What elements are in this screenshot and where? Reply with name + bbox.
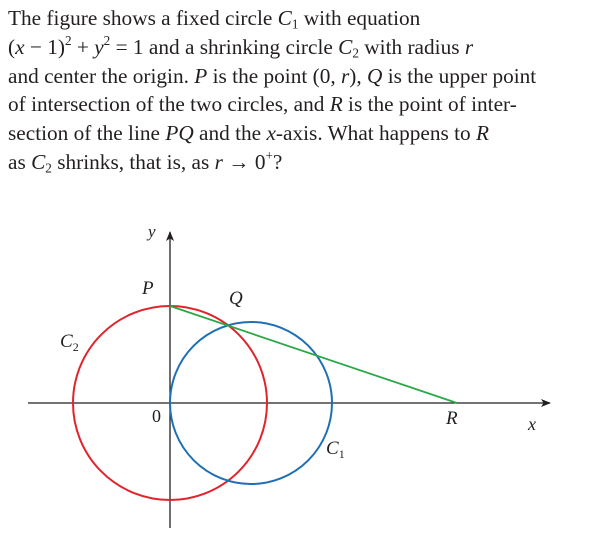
point-r-label: R [446, 408, 458, 429]
problem-line-3: and center the origin. P is the point (0, r), Q is the upper point [8, 63, 537, 88]
y-axis-label: y [148, 222, 156, 241]
circle-c1-label: $C_1$ [326, 438, 345, 461]
problem-line-5: section of the line PQ and the x-axis. What happens to R [8, 121, 490, 146]
point-p-label: P [142, 278, 154, 299]
point-q-label: Q [229, 288, 243, 309]
problem-line-2: $(x - 1)^2 + y^2 = 1$ and a shrinking circle $C_2$ with radius r [8, 32, 474, 61]
circle-c2-label: $C_2$ [60, 331, 79, 354]
line-pqr [170, 306, 457, 403]
problem-line-1: The figure shows a fixed circle $C_1$ with equation [8, 6, 421, 32]
origin-label: 0 [152, 406, 161, 426]
problem-line-6: as $C_2$ shrinks, that is, as r → 0+? [8, 147, 283, 176]
problem-line-4: of intersection of the two circles, and R is the point of inter- [8, 92, 517, 117]
x-axis-label: x [528, 414, 536, 434]
